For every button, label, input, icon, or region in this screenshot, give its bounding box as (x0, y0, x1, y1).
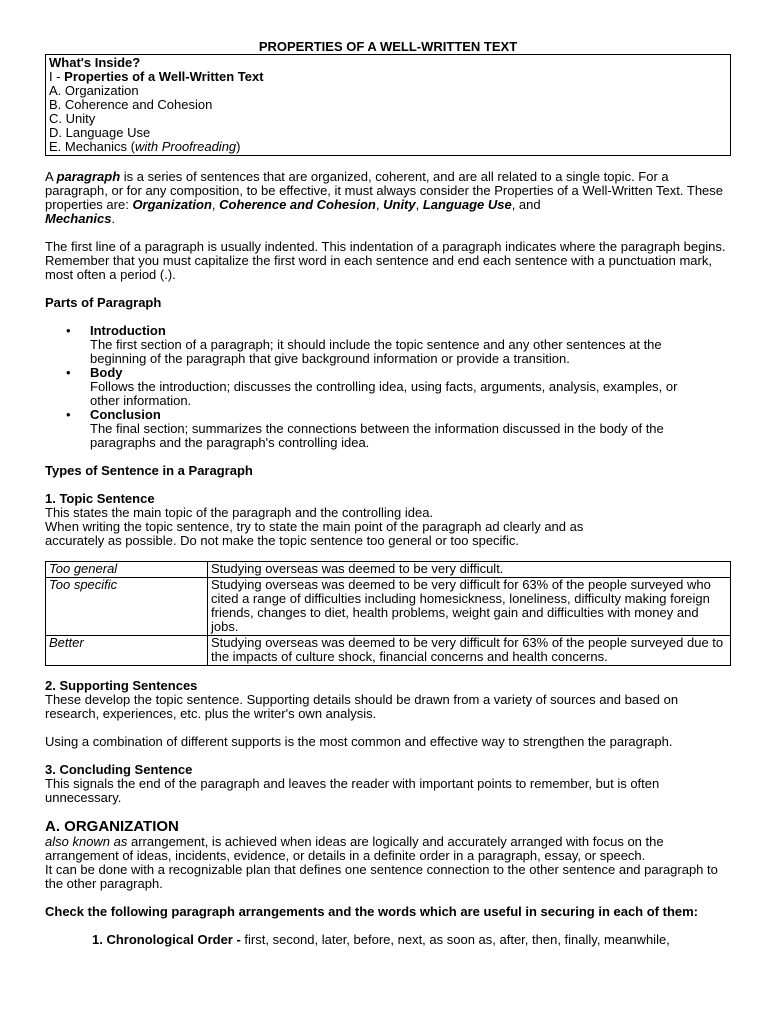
topic-sentence-text: This states the main topic of the paragraph and the controlling idea. (45, 505, 434, 520)
separator: , (211, 197, 220, 212)
table-cell-text: Studying overseas was deemed to be very difficult for 63% of the people surveyed due to the impacts of culture shock, financial concerns and health concerns. (208, 636, 731, 666)
arrangement-words: first, second, later, before, next, as soon as, after, then, finally, meanwhile, (244, 932, 670, 947)
parts-list (45, 324, 731, 450)
separator: , (375, 197, 384, 212)
property-unity: Unity (383, 197, 416, 212)
table-row (46, 562, 731, 578)
supporting-text: Using a combination of different supports is the most common and effective way to strengthen the paragraph. (45, 734, 673, 749)
toc-item-prefix: E. Mechanics ( (49, 139, 135, 154)
toc-part-prefix: I - (49, 69, 65, 84)
toc-item: A. Organization (49, 83, 139, 98)
bullet-icon: • (66, 365, 71, 380)
organization-text: It can be done with a recognizable plan that defines one sentence connection to the other sentence and paragraph to the other paragraph. (45, 862, 718, 891)
toc-part-title: Properties of a Well-Written Text (64, 69, 264, 84)
toc-item (49, 140, 727, 154)
topic-sentence-heading: 1. Topic Sentence (45, 491, 155, 506)
examples-table (45, 561, 731, 666)
separator: , and (511, 197, 541, 212)
property-organization: Organization (132, 197, 212, 212)
document-page (45, 40, 731, 947)
concluding-heading: 3. Concluding Sentence (45, 762, 193, 777)
table-of-contents-box (45, 54, 731, 156)
table-cell-label: Better (46, 636, 208, 666)
property-coherence: Coherence and Cohesion (219, 197, 376, 212)
part-description: The first section of a paragraph; it should include the topic sentence and any other sentences at the beginning of the paragraph that give background information or provide a transition. (90, 337, 662, 366)
intro-paragraph (45, 170, 731, 226)
toc-part (49, 70, 727, 84)
table-row (46, 636, 731, 666)
separator: , (415, 197, 423, 212)
table-cell-label: Too specific (46, 578, 208, 636)
supporting-text: These develop the topic sentence. Supporting details should be drawn from a variety of sources and based on research, experiences, etc. plus the writer's own analysis. (45, 692, 679, 721)
indent-paragraph: The first line of a paragraph is usually indented. This indentation of a paragraph indicates where the paragraph begins. Remember that you must capitalize the first word in each sentence and end each sentence with a punctuation mark, most often a period (.). (45, 239, 726, 282)
toc-item-italic: with Proofreading (134, 139, 237, 154)
parts-heading: Parts of Paragraph (45, 295, 162, 310)
topic-sentence-text: When writing the topic sentence, try to state the main point of the paragraph ad clearly and as accurately as possible. Do not make the topic sentence too general or too specific. (45, 519, 584, 548)
types-heading: Types of Sentence in a Paragraph (45, 463, 253, 478)
part-title: Conclusion (90, 407, 161, 422)
separator: . (111, 211, 116, 226)
table-cell-text: Studying overseas was deemed to be very difficult. (208, 562, 731, 578)
intro-text: A (45, 169, 57, 184)
property-mechanics: Mechanics (45, 211, 112, 226)
part-description: Follows the introduction; discusses the controlling idea, using facts, arguments, analysis, examples, or other information. (90, 379, 678, 408)
list-item (66, 407, 731, 450)
table-cell-label: Too general (46, 562, 208, 578)
organization-text (45, 835, 731, 863)
toc-item: B. Coherence and Cohesion (49, 97, 213, 112)
intro-keyword: paragraph (56, 169, 121, 184)
toc-heading: What's Inside? (49, 55, 141, 70)
bullet-icon: • (66, 323, 71, 338)
table-cell-text: Studying overseas was deemed to be very difficult for 63% of the people surveyed who cited a range of difficulties including homesickness, loneliness, difficulty making foreign friends, changes to diet, health problems, weight gain and difficulties with money and jobs. (208, 578, 731, 636)
check-instruction: Check the following paragraph arrangements and the words which are useful in securing in each of them: (45, 904, 699, 919)
toc-item-suffix: ) (236, 139, 241, 154)
property-language-use: Language Use (422, 197, 512, 212)
bullet-icon: • (66, 407, 71, 422)
part-title: Introduction (90, 323, 166, 338)
list-item (66, 323, 731, 366)
concluding-text: This signals the end of the paragraph and leaves the reader with important points to remember, but is often unnecessary. (45, 776, 660, 805)
table-row (46, 578, 731, 636)
list-item (66, 365, 731, 408)
part-title: Body (90, 365, 123, 380)
organization-heading: A. ORGANIZATION (45, 818, 179, 835)
page-title: PROPERTIES OF A WELL-WRITTEN TEXT (258, 39, 518, 54)
list-item (45, 933, 731, 947)
part-description: The final section; summarizes the connections between the information discussed in the body of the paragraphs and the paragraph's controlling idea. (90, 421, 664, 450)
toc-item: D. Language Use (49, 125, 151, 140)
supporting-heading: 2. Supporting Sentences (45, 678, 198, 693)
toc-item: C. Unity (49, 111, 96, 126)
arrangement-title: 1. Chronological Order - (92, 932, 245, 947)
intro-text: is a series of sentences that are organized, coherent, and are all related to a single topic. For a paragraph, or for any composition, to be effective, it must always consider the Properties of a Well-Written Text. These properties are: (45, 169, 724, 212)
aka-text: also known as (45, 834, 128, 849)
organization-definition: arrangement, is achieved when ideas are logically and accurately arranged with focus on the arrangement of ideas, incidents, evidence, or details in a definite order in a paragraph, essay, or speech. (45, 834, 664, 863)
